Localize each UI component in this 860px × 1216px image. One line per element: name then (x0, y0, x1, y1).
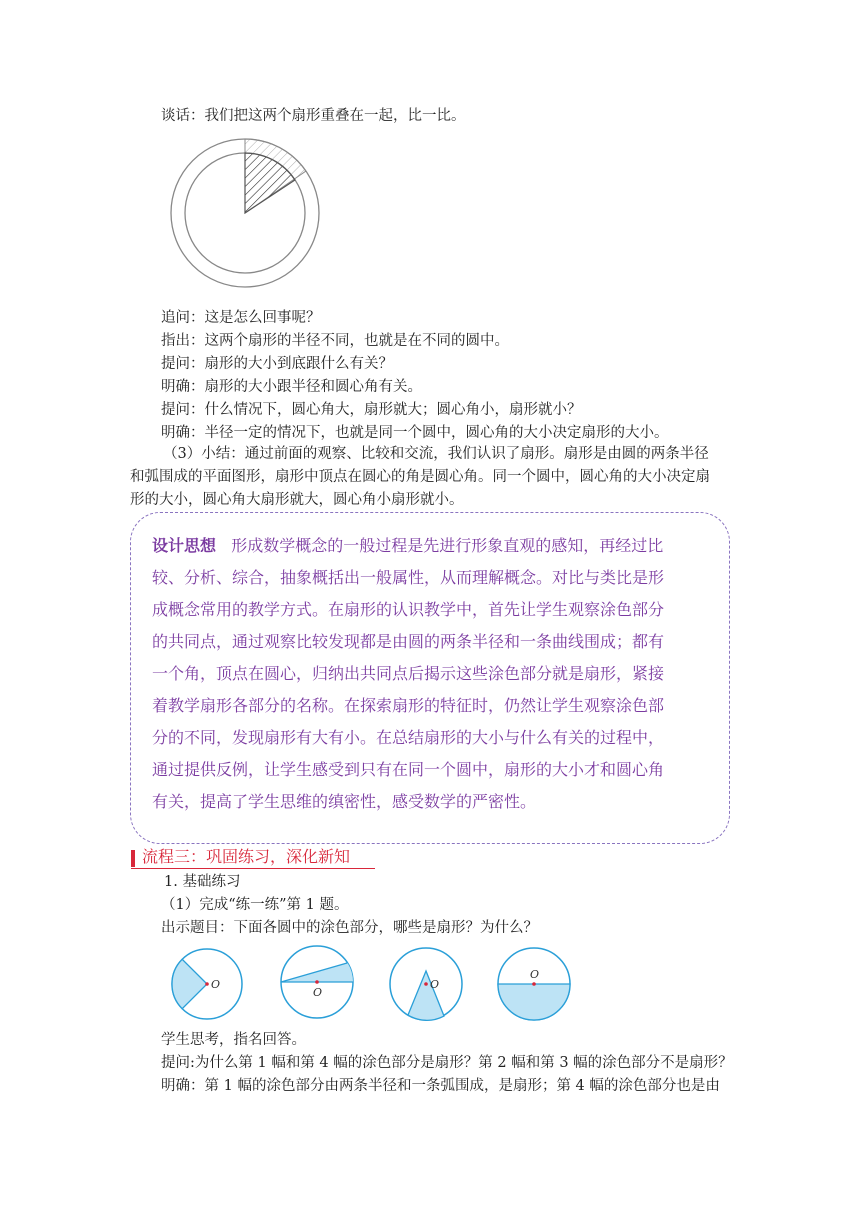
after-line: 学生思考，指名回答。 (161, 1032, 306, 1048)
shaded-semicircle (498, 984, 570, 1020)
circle-figure-2 (278, 943, 356, 1021)
exercise-task: （1）完成“练一练”第 1 题。 (161, 897, 349, 913)
circle-figure-3 (386, 944, 466, 1024)
center-label: O (313, 986, 323, 999)
intro-text: 谈话：我们把这两个扇形重叠在一起，比一比。 (161, 108, 466, 124)
design-line: 通过提供反例，让学生感受到只有在同一个圆中，扇形的大小才和圆心角 (152, 760, 665, 779)
center-label: O (211, 978, 221, 991)
circle-figure-1 (169, 946, 245, 1022)
summary-line: 和弧围成的平面图形，扇形中顶点在圆心的角是圆心角。同一个圆中，圆心角的大小决定扇 (130, 469, 710, 485)
dialogue-line: 提问：什么情况下，圆心角大，扇形就大；圆心角小，扇形就小？ (161, 402, 582, 418)
design-line: 有关，提高了学生思维的缜密性，感受数学的严密性。 (152, 792, 537, 811)
design-line: 形成数学概念的一般过程是先进行形象直观的感知，再经过比 (231, 536, 664, 555)
design-line: 着教学扇形各部分的名称。在探索扇形的特征时，仍然让学生观察涂色部 (152, 696, 665, 715)
circle-figure-4 (494, 944, 574, 1024)
dialogue-line: 提问：扇形的大小到底跟什么有关？ (161, 356, 393, 372)
exercise-question: 出示题目：下面各圆中的涂色部分，哪些是扇形？为什么？ (161, 920, 538, 936)
design-line: 一个角，顶点在圆心，归纳出共同点后揭示这些涂色部分就是扇形，紧接 (152, 664, 665, 683)
design-line: 的共同点，通过观察比较发现都是由圆的两条半径和一条曲线围成；都有 (152, 632, 665, 651)
section-underline (131, 868, 375, 869)
design-line: 分的不同，发现扇形有大有小。在总结扇形的大小与什么有关的过程中， (152, 728, 665, 747)
dialogue-line: 追问：这是怎么回事呢？ (161, 310, 321, 326)
center-label: O (530, 968, 540, 981)
summary-line: 形的大小，圆心角大扇形就大，圆心角小扇形就小。 (130, 492, 464, 508)
design-line-first (152, 530, 712, 561)
center-label: O (430, 978, 440, 991)
dialogue-line: 明确：半径一定的情况下，也就是同一个圆中，圆心角的大小决定扇形的大小。 (161, 425, 669, 441)
after-line: 明确：第 1 幅的涂色部分由两条半径和一条弧围成，是扇形；第 4 幅的涂色部分也是由 (161, 1078, 720, 1094)
design-line: 较、分析、综合，抽象概括出一般属性，从而理解概念。对比与类比是形 (152, 568, 665, 587)
summary-line: （3）小结：通过前面的观察、比较和交流，我们认识了扇形。扇形是由圆的两条半径 (163, 446, 709, 462)
design-line: 成概念常用的教学方式。在扇形的认识教学中，首先让学生观察涂色部分 (152, 600, 665, 619)
overlapping-sectors-figure (168, 136, 324, 292)
dialogue-line: 明确：扇形的大小跟半径和圆心角有关。 (161, 379, 422, 395)
dialogue-line: 指出：这两个扇形的半径不同，也就是在不同的圆中。 (161, 333, 509, 349)
design-title: 设计思想 (152, 536, 217, 555)
section-marker (131, 850, 135, 867)
exercise-heading: 1. 基础练习 (164, 874, 241, 890)
after-line: 提问:为什么第 1 幅和第 4 幅的涂色部分是扇形？第 2 幅和第 3 幅的涂色部分不是扇形？ (161, 1055, 733, 1071)
section-title: 流程三：巩固练习，深化新知 (142, 847, 351, 866)
